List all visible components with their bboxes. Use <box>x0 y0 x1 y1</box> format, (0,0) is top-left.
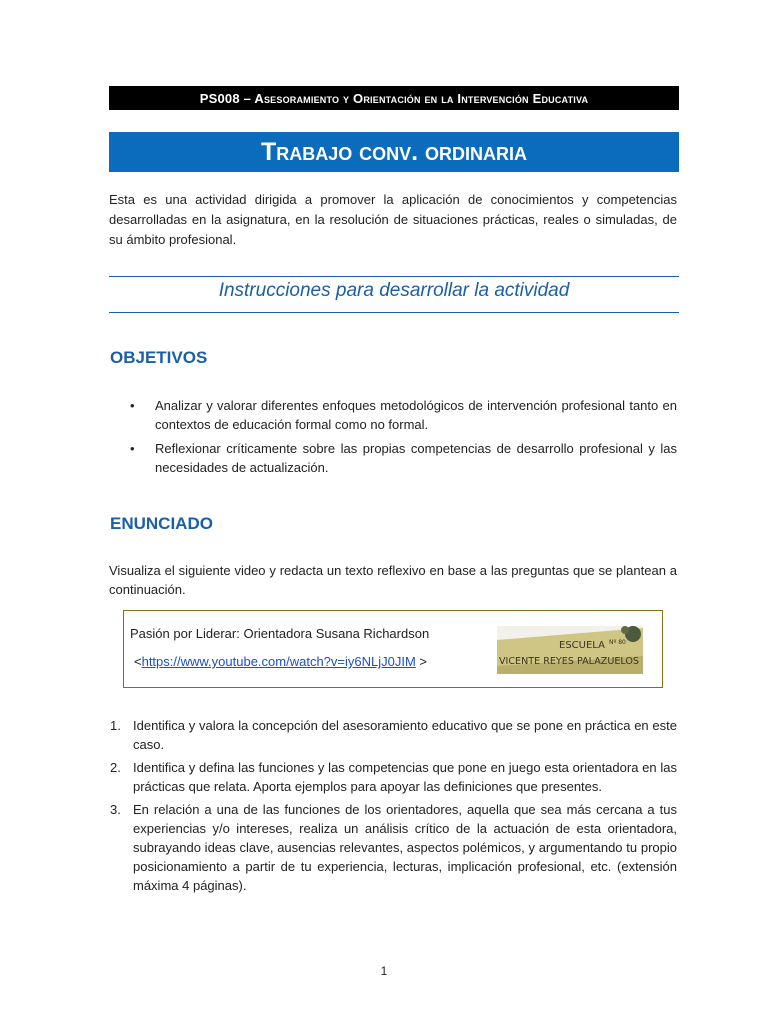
task-text: Identifica y defina las funciones y las competencias que pone en juego esta orientadora en las prácticas que relata. Aporta ejemplos para apoyar las definiciones que presentes. <box>133 760 677 794</box>
bottom-divider <box>109 312 679 313</box>
video-link-line <box>134 654 427 669</box>
list-item <box>110 758 677 796</box>
task-list <box>110 716 677 899</box>
bullet-icon: • <box>130 398 135 413</box>
intro-paragraph: Esta es una actividad dirigida a promover la aplicación de conocimientos y competencias desarrolladas en la asignatura, en la resolución de situaciones prácticas, reales o simuladas, de su ámbito profesional. <box>109 192 677 247</box>
thumb-text-name: VICENTE REYES PALAZUELOS <box>499 656 639 667</box>
objetivo-text: Analizar y valorar diferentes enfoques metodológicos de intervención profesional tanto en contextos de educación formal como no formal. <box>155 398 677 432</box>
objetivos-heading: OBJETIVOS <box>110 348 208 367</box>
task-number: 2. <box>110 760 121 775</box>
school-sign-image <box>497 626 643 674</box>
enunciado-heading: ENUNCIADO <box>110 514 213 533</box>
task-text: Identifica y valora la concepción del asesoramiento educativo que se pone en práctica en este caso. <box>133 718 677 752</box>
video-link[interactable]: https://www.youtube.com/watch?v=iy6NLjJ0JIM <box>141 654 416 669</box>
objetivo-text: Reflexionar críticamente sobre las propias competencias de desarrollo profesional y las necesidades de actualización. <box>155 441 677 475</box>
link-open-bracket: < <box>134 654 142 669</box>
task-number: 1. <box>110 718 121 733</box>
instructions-heading: Instrucciones para desarrollar la actividad <box>218 280 570 301</box>
top-divider <box>109 276 679 277</box>
list-item <box>110 716 677 754</box>
thumb-text-escuela: ESCUELA <box>559 640 605 651</box>
list-item <box>110 396 677 434</box>
bullet-icon: • <box>130 441 135 456</box>
thumb-text-number: Nº 80 <box>609 639 626 646</box>
objetivos-list <box>110 396 677 482</box>
task-text: En relación a una de las funciones de los orientadores, aquella que sea más cercana a tus experiencias y/o intereses, realiza un análisis crítico de la actuación de esta orientadora, subrayando ideas clave, ausencias relevantes, aspectos polémicos, y argumentando tu propio posicionamiento a partir de tu experiencia, lecturas, implicación profesional, etc. (extensión máxima 4 páginas). <box>133 802 677 893</box>
video-title: Pasión por Liderar: Orientadora Susana Richardson <box>130 626 430 641</box>
list-item <box>110 800 677 895</box>
enunciado-text: Visualiza el siguiente video y redacta un texto reflexivo en base a las preguntas que se plantean a continuación. <box>109 563 677 597</box>
link-close-bracket: > <box>415 654 428 669</box>
task-number: 3. <box>110 802 121 817</box>
course-header-bar: PS008 – Asesoramiento y Orientación en la Intervención Educativa <box>109 86 679 110</box>
list-item <box>110 439 677 477</box>
video-thumbnail[interactable] <box>497 626 643 674</box>
page-number: 1 <box>380 964 388 978</box>
document-title: Trabajo conv. ordinaria <box>109 132 679 172</box>
